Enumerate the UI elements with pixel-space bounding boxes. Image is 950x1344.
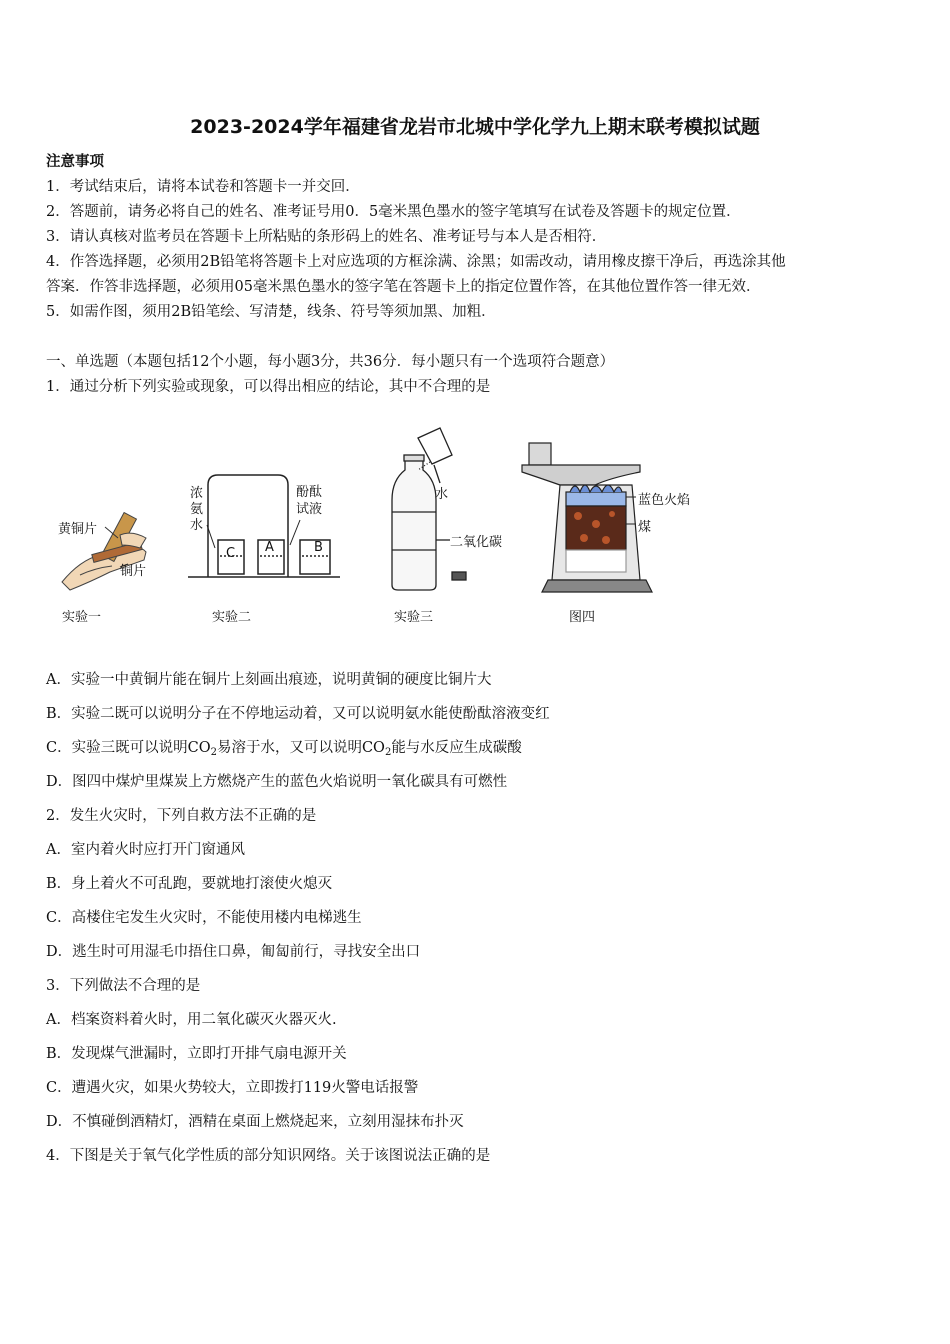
question-2-option-d: D．逃生时可用湿毛巾捂住口鼻，匍匐前行，寻找安全出口 <box>46 944 421 960</box>
stove-illustration <box>522 443 652 592</box>
question-3-option-d: D．不慎碰倒酒精灯，酒精在桌面上燃烧起来，立刻用湿抹布扑灭 <box>46 1114 464 1130</box>
exp1-caption: 实验一 <box>62 610 102 625</box>
question-2-option-a: A．室内着火时应打开门窗通风 <box>46 842 245 858</box>
question-4-stem: 4．下图是关于氧气化学性质的部分知识网络。关于该图说法正确的是 <box>46 1148 491 1164</box>
question-3-option-a: A．档案资料着火时，用二氧化碳灭火器灭火. <box>46 1012 337 1028</box>
notice-item: 5．如需作图，须用2B铅笔绘、写清楚，线条、符号等须加黑、加粗． <box>46 304 496 320</box>
question-1-stem: 1．通过分析下列实验或现象，可以得出相应的结论，其中不合理的是 <box>46 379 491 395</box>
question-2-stem: 2．发生火灾时，下列自救方法不正确的是 <box>46 808 317 824</box>
question-2-option-b: B．身上着火不可乱跑，要就地打滚使火熄灭 <box>46 876 333 892</box>
exp3-label-co2: 二氧化碳 <box>450 535 503 550</box>
exp2-label-phenolphthalein: 酚酞试液 <box>296 485 323 517</box>
exp3-caption: 实验三 <box>394 610 434 625</box>
exp4-caption: 图四 <box>569 610 596 625</box>
question-3-option-b: B．发现煤气泄漏时，立即打开排气扇电源开关 <box>46 1046 347 1062</box>
exp1-label-brass: 黄铜片 <box>58 522 98 537</box>
notice-item: 2．答题前，请务必将自己的姓名、准考证号用0．5毫米黑色墨水的签字笔填写在试卷及答题卡的规定位置． <box>46 204 741 220</box>
exp2-caption: 实验二 <box>212 610 252 625</box>
question-1-option-c: C．实验三既可以说明$CO_2$易溶于水，又可以说明$CO_2$能与水反应生成碳酸 <box>46 740 522 758</box>
notice-item: 3．请认真核对监考员在答题卡上所粘贴的条形码上的姓名、准考证号与本人是否相符． <box>46 229 607 245</box>
exp3-label-water: 水 <box>435 487 449 502</box>
question-1-option-b: B．实验二既可以说明分子在不停地运动着，又可以说明氨水能使酚酞溶液变红 <box>46 706 550 722</box>
notice-item: 1．考试结束后，请将本试卷和答题卡一并交回． <box>46 179 360 195</box>
question-1-option-a: A．实验一中黄铜片能在铜片上刻画出痕迹，说明黄铜的硬度比铜片大 <box>46 672 492 688</box>
question-1-option-d: D．图四中煤炉里煤炭上方燃烧产生的蓝色火焰说明一氧化碳具有可燃性 <box>46 774 508 790</box>
exp2-beaker-c: C <box>226 546 236 561</box>
exp1-label-copper: 铜片 <box>120 564 147 579</box>
question-3-option-c: C．遭遇火灾，如果火势较大，立即拨打119火警电话报警 <box>46 1080 419 1096</box>
section-heading: 一、单选题（本题包括12个小题，每小题3分，共36分．每小题只有一个选项符合题意） <box>46 354 615 370</box>
notice-item: 答案．作答非选择题，必须用05毫米黑色墨水的签字笔在答题卡上的指定位置作答，在其他位置作答一律无效． <box>46 279 761 295</box>
experiment-3-illustration <box>392 428 466 590</box>
question-3-stem: 3．下列做法不合理的是 <box>46 978 201 994</box>
question-2-option-c: C．高楼住宅发生火灾时，不能使用楼内电梯逃生 <box>46 910 362 926</box>
exp2-label-ammonia: 浓氨水 <box>190 486 204 533</box>
exp2-beaker-a: A <box>265 540 274 555</box>
exp4-label-flame: 蓝色火焰 <box>638 493 691 508</box>
notice-heading: 注意事项 <box>46 153 104 170</box>
exp2-beaker-b: B <box>314 540 323 555</box>
exam-title: 2023-2024学年福建省龙岩市北城中学化学九上期末联考模拟试题 <box>190 116 760 138</box>
notice-item: 4．作答选择题，必须用2B铅笔将答题卡上对应选项的方框涂满、涂黑；如需改动，请用橡皮擦干净后，再选涂其他 <box>46 254 786 270</box>
exp4-label-coal: 煤 <box>638 520 652 535</box>
